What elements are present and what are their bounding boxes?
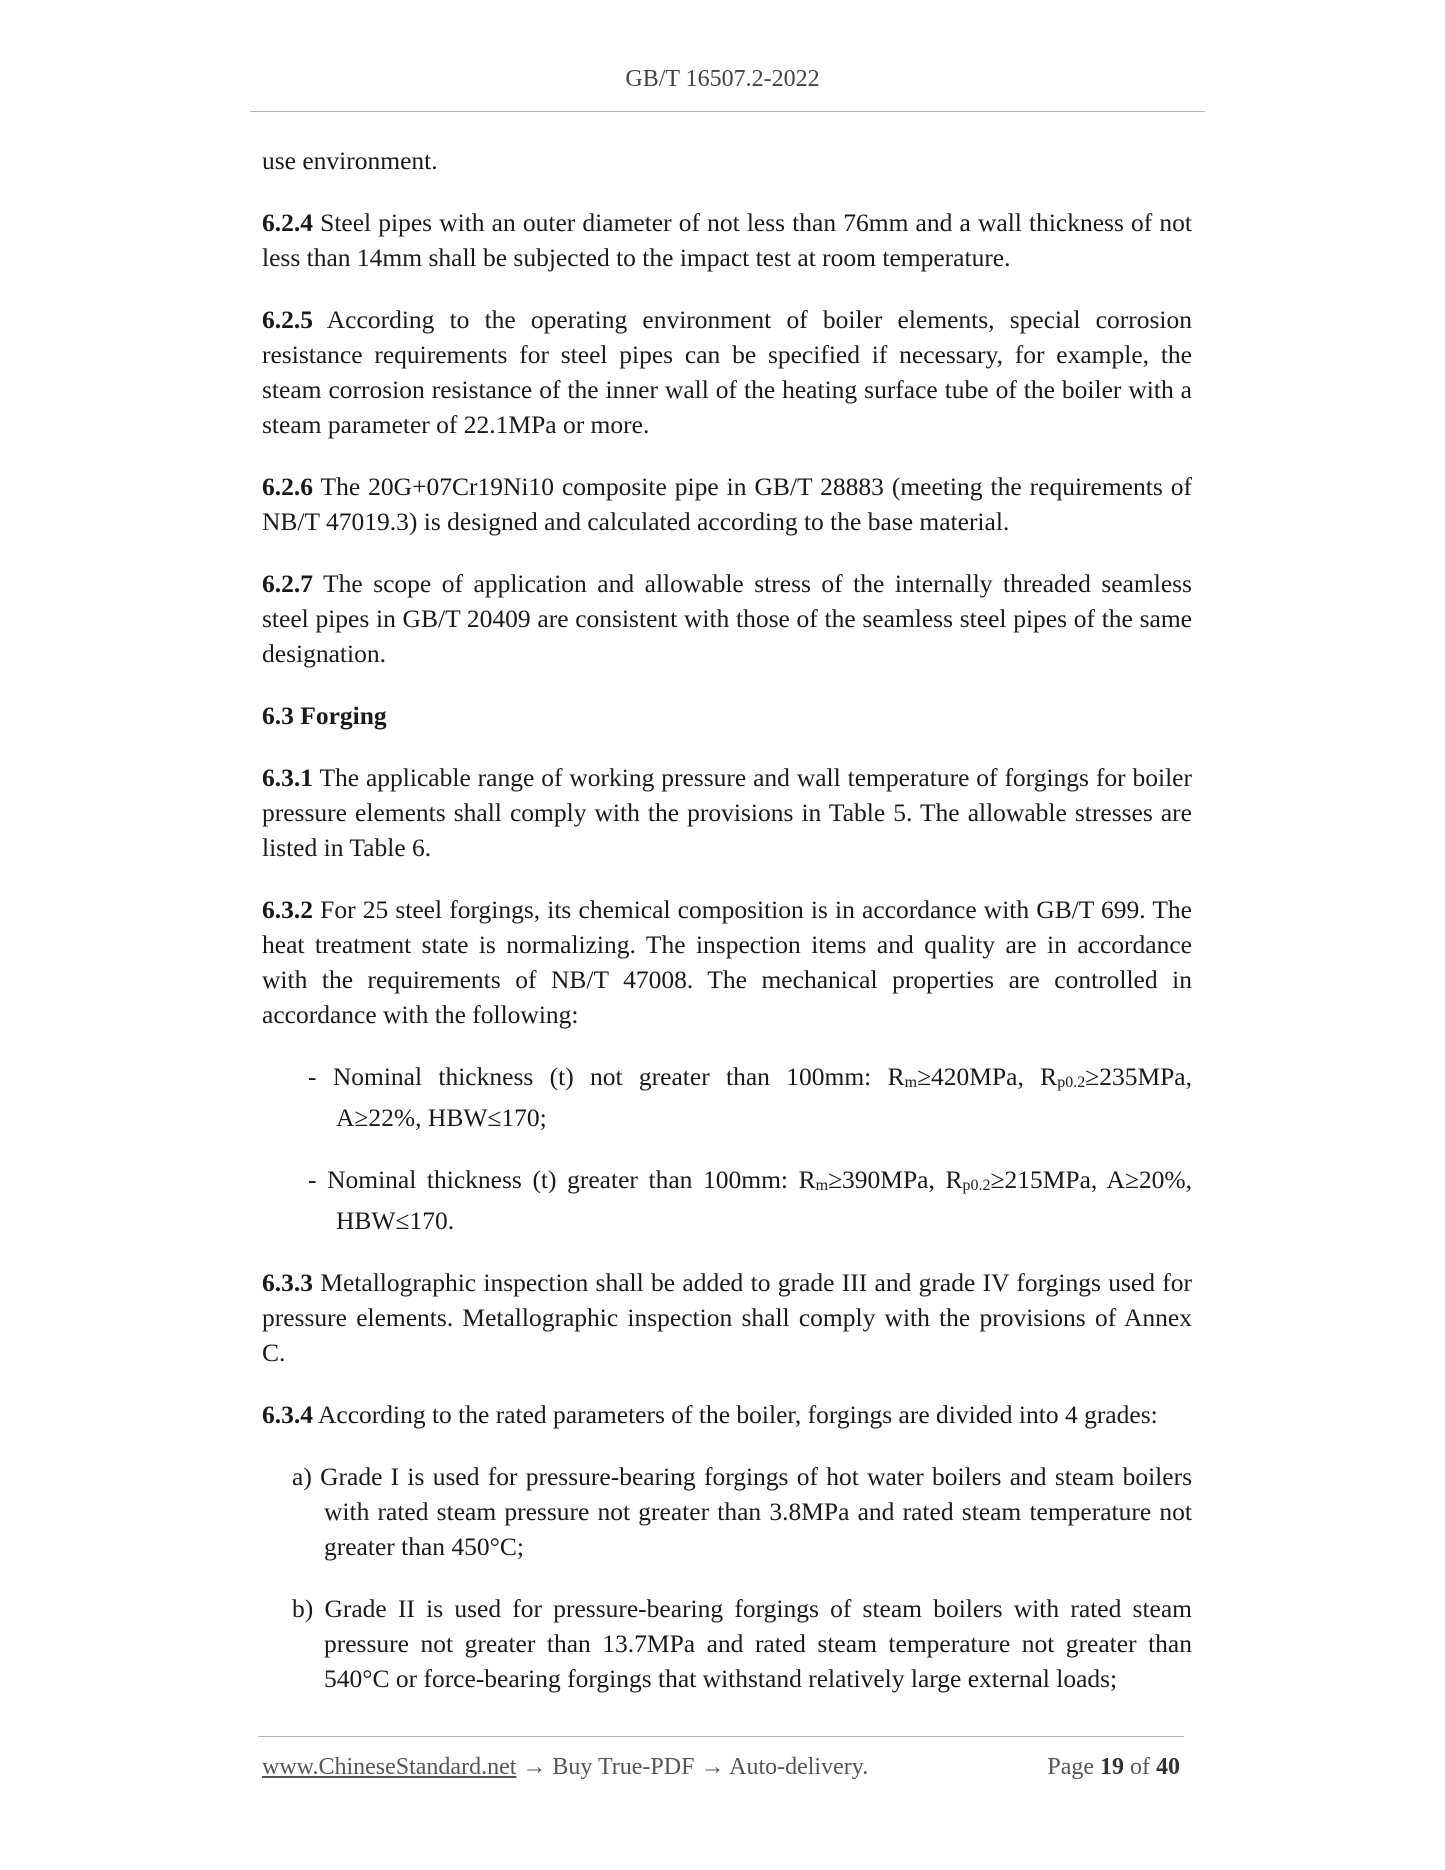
- clause-number: 6.2.7: [262, 569, 313, 598]
- clause-text: According to the operating environment of boiler elements, special corrosion resistance requirements for steel pipes can be specified if necessary, for example, the steam corrosion resistance of the inner wall of the heating surface tube of the boiler with a steam parameter of 22.1MPa or more.: [262, 305, 1192, 439]
- clause-text: Steel pipes with an outer diameter of not less than 76mm and a wall thickness of not less than 14mm shall be subjected to the impact test at room temperature.: [262, 208, 1192, 272]
- clause-number: 6.3.1: [262, 763, 313, 792]
- clause-number: 6.2.4: [262, 208, 313, 237]
- clause-text: According to the rated parameters of the boiler, forgings are divided into 4 grades:: [313, 1400, 1158, 1429]
- current-page: 19: [1100, 1754, 1124, 1780]
- clause-6-2-5: [262, 302, 1192, 442]
- paragraph: [262, 143, 1192, 178]
- page-header: GB/T 16507.2-2022: [625, 66, 820, 92]
- clause-number: 6.2.6: [262, 472, 313, 501]
- clause-text: The scope of application and allowable stress of the internally threaded seamless steel pipes in GB/T 20409 are consistent with those of the seamless steel pipes of the same designation.: [262, 569, 1192, 668]
- clause-6-3-1: [262, 760, 1192, 865]
- grade-list-item-b: b) Grade II is used for pressure-bearing forgings of steam boilers with rated steam pressure not greater than 13.7MPa and rated steam temperature not greater than 540°C or force-bearing forgings that withstand relatively large external loads;: [292, 1594, 1192, 1693]
- page-indicator: Page 19 of 40: [1047, 1754, 1180, 1780]
- clause-number: 6.3.4: [262, 1400, 313, 1429]
- site-link[interactable]: www.ChineseStandard.net: [262, 1754, 517, 1780]
- clause-text: The applicable range of working pressure and wall temperature of forgings for boiler pressure elements shall comply with the provisions in Table 5. The allowable stresses are listed in Table 6.: [262, 763, 1192, 862]
- clause-6-3-2: [262, 892, 1192, 1032]
- clause-6-2-4: [262, 205, 1192, 275]
- clause-text: The 20G+07Cr19Ni10 composite pipe in GB/T 28883 (meeting the requirements of NB/T 47019.3) is designed and calculated according to the base material.: [262, 472, 1192, 536]
- dash-list-item: - Nominal thickness (t) not greater than 100mm: $R_m\ge 420MPa$, $R_{p0.2}\ge 235MPa$, A≥22%, HBW≤170;: [308, 1062, 1192, 1132]
- clause-6-3-4: [262, 1397, 1192, 1432]
- footer-divider: [258, 1736, 1184, 1737]
- section-heading-6-3: [262, 698, 1192, 733]
- footer-promo: [262, 1754, 868, 1781]
- clause-text: Metallographic inspection shall be added to grade III and grade IV forgings used for pressure elements. Metallographic inspection shall comply with the provisions of Annex C.: [262, 1268, 1192, 1367]
- clause-number: 6.3.3: [262, 1268, 313, 1297]
- footer-tagline: → Buy True-PDF → Auto-delivery.: [516, 1754, 869, 1780]
- paragraph-text: use environment.: [262, 146, 438, 175]
- grade-list-item-a: a) Grade I is used for pressure-bearing forgings of hot water boilers and steam boilers with rated steam pressure not greater than 3.8MPa and rated steam temperature not greater than 450°C;: [292, 1462, 1192, 1561]
- document-body: [262, 143, 1192, 1723]
- dash-list-item: - Nominal thickness (t) greater than 100mm: $R_m\ge 390MPa$, $R_{p0.2}\ge 215MPa$, A≥20%, HBW≤170.: [308, 1165, 1192, 1235]
- clause-number: 6.3.2: [262, 895, 313, 924]
- clause-text: For 25 steel forgings, its chemical composition is in accordance with GB/T 699. The heat treatment state is normalizing. The inspection items and quality are in accordance with the requirements of NB/T 47008. The mechanical properties are controlled in accordance with the following:: [262, 895, 1192, 1029]
- clause-6-2-7: [262, 566, 1192, 671]
- clause-6-3-3: [262, 1265, 1192, 1370]
- clause-number: 6.2.5: [262, 305, 313, 334]
- header-divider: [250, 111, 1205, 112]
- total-pages: 40: [1156, 1754, 1180, 1780]
- section-heading: 6.3 Forging: [262, 701, 387, 730]
- clause-6-2-6: [262, 469, 1192, 539]
